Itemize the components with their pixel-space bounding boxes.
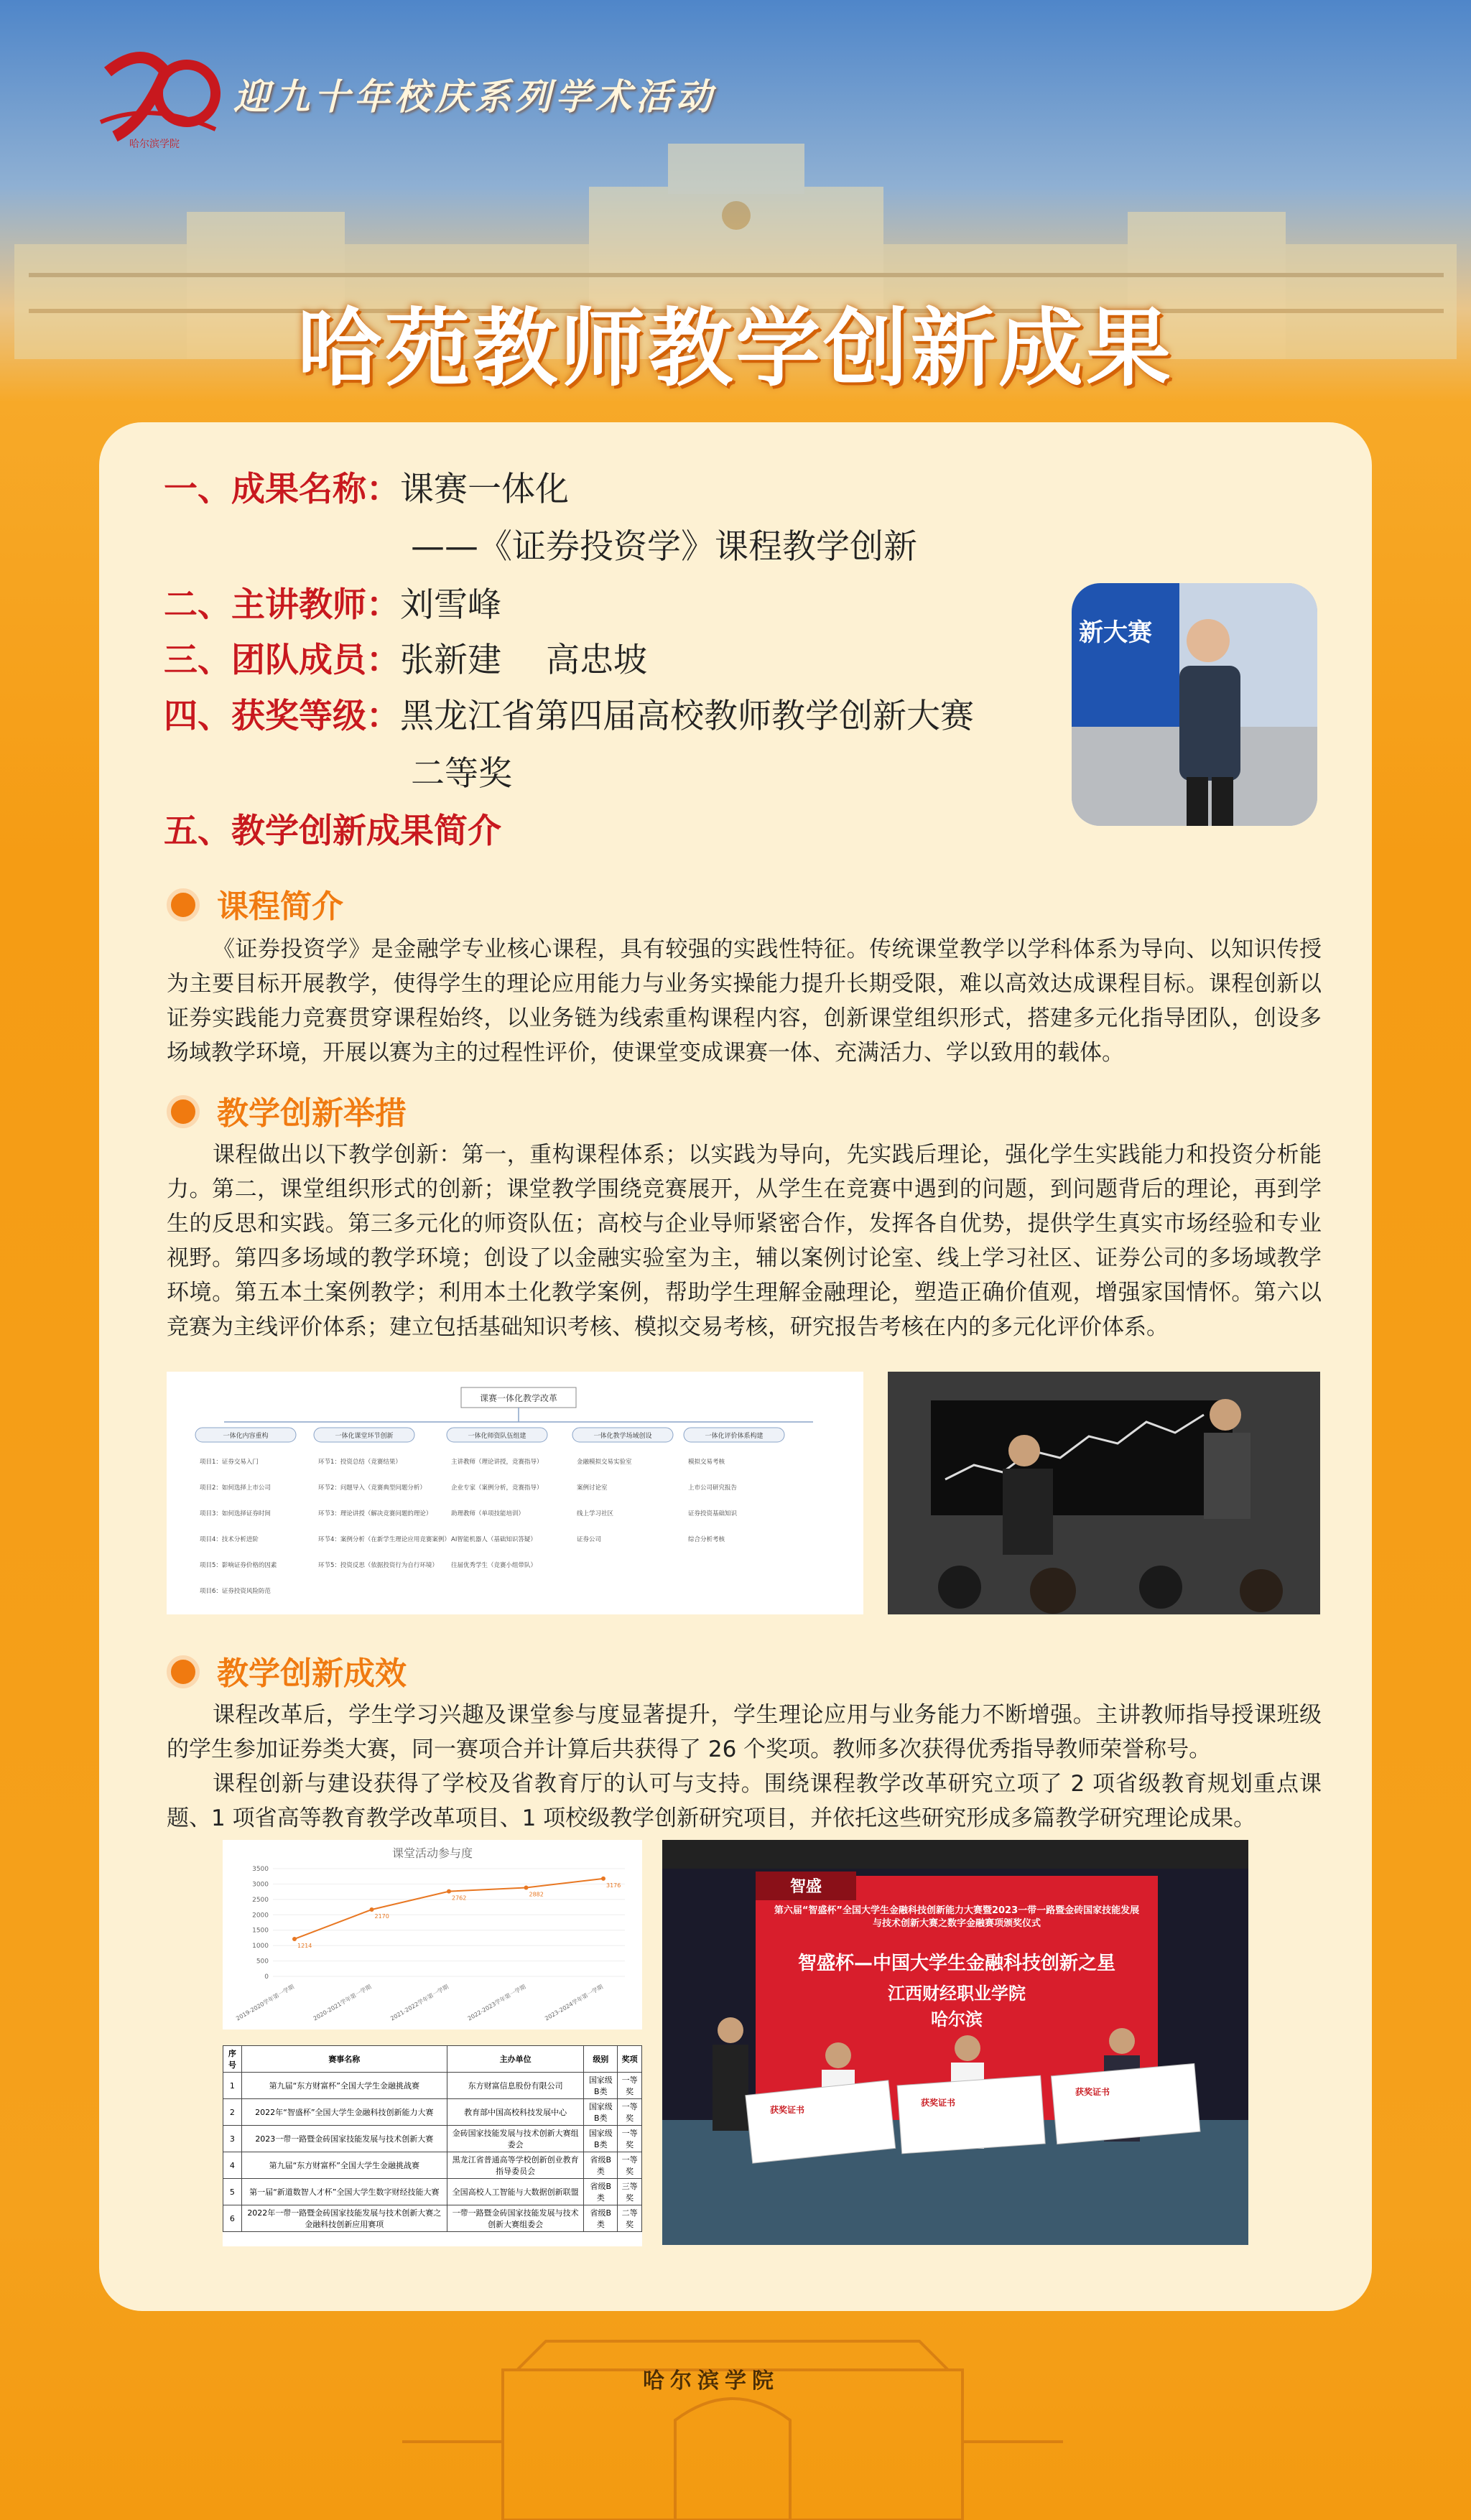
chart-point [601,1877,605,1881]
info-row-4 [164,633,647,688]
diagram-item: 金融模拟交易实验室 [577,1459,632,1466]
chart-xtick-label: 2020-2021学年第一学期 [312,1983,373,2022]
chart-ytick-label: 3500 [252,1866,269,1873]
info-key: 四、获奖等级： [164,697,400,736]
diagram-item: 综合分析考核 [688,1536,725,1543]
photo-banner-text: 新大赛 [1079,618,1152,647]
info-value: 张新建 高忠坡 [400,641,647,680]
chart-ytick-label: 1500 [252,1927,269,1935]
page-title: 哈苑教师教学创新成果 [297,299,1174,398]
anniversary-logo [86,43,223,151]
classroom-photo [888,1372,1320,1614]
info-key: 二、主讲教师： [164,585,400,625]
bullet-dot-icon [167,1655,200,1688]
chart-data-label: 1214 [297,1942,312,1949]
diagram-item: 项目4：技术分析进阶 [200,1536,259,1543]
table-cell: 教育部中国高校科技发展中心 [447,2099,584,2126]
table-cell: 东方财富信息股份有限公司 [447,2073,584,2099]
diagram-item: 案例讨论室 [577,1484,608,1492]
table-cell: 第九届“东方财富杯”全国大学生金融挑战赛 [241,2073,447,2099]
table-cell: 1 [223,2073,242,2099]
diagram-column-label: 一体化教学场域创设 [593,1433,652,1440]
diagram-item: 企业专家（案例分析，竞赛指导） [451,1484,543,1492]
ceremony-star: 智盛杯—中国大学生金融科技创新之星 [797,1953,1116,1974]
diagram-item: 证券投资基础知识 [688,1510,738,1517]
table-cell: 国家级B类 [584,2126,618,2152]
certificate-label: 获奖证书 [770,2105,805,2115]
table-row [223,2152,642,2179]
table-cell: 金砖国家技能发展与技术创新大赛组委会 [447,2126,584,2152]
section-measures-title: 教学创新举措 [167,1087,407,1133]
table-cell: 2 [223,2099,242,2126]
table-cell: 省级B类 [584,2152,618,2179]
table-cell: 3 [223,2126,242,2152]
section-results-title: 教学创新成效 [167,1647,407,1693]
diagram-item: 环节3：理论讲授（解决竞赛问题的理论） [318,1510,432,1517]
chart-data-label: 3176 [606,1882,621,1889]
table-header: 级别 [584,2046,618,2073]
table-cell: 黑龙江省普通高等学校创新创业教育指导委员会 [447,2152,584,2179]
table-cell: 三等奖 [618,2179,642,2205]
certificate-label: 获奖证书 [921,2098,956,2108]
table-cell: 2022年“智盛杯”全国大学生金融科技创新能力大赛 [241,2099,447,2126]
table-cell: 6 [223,2205,242,2232]
table-cell: 4 [223,2152,242,2179]
diagram-column-label: 一体化师资队伍组建 [468,1433,526,1440]
chart-xtick-label: 2023-2024学年第一学期 [544,1983,604,2022]
diagram-item: 上市公司研究报告 [688,1484,738,1492]
table-cell: 5 [223,2179,242,2205]
chart-xtick-label: 2021-2022学年第一学期 [389,1983,450,2022]
info-row-2 [411,520,917,575]
teacher-photo [1072,583,1317,826]
diagram-item: 证券公司 [577,1536,602,1543]
chart-ytick-label: 3000 [252,1881,269,1889]
info-value: ——《证券投资学》课程教学创新 [411,527,917,567]
chart-point [292,1937,297,1941]
table-cell: 一带一路暨金砖国家技能发展与技术创新大赛组委会 [447,2205,584,2232]
table-header: 序号 [223,2046,242,2073]
diagram-item: 项目6：证券投资风险防范 [200,1588,271,1595]
info-row-7 [164,804,501,859]
award-table [223,2045,642,2246]
chart-xtick-label: 2022-2023学年第一学期 [466,1983,527,2022]
table-cell: 二等奖 [618,2205,642,2232]
chart-point [447,1889,451,1894]
table-row [223,2073,642,2099]
info-row-1 [164,462,569,517]
info-key: 三、团队成员： [164,641,400,680]
measures-text: 课程做出以下教学创新：第一，重构课程体系；以实践为导向，先实践后理论，强化学生实践能力和投资分析能力。第二，课堂组织形式的创新；课堂教学围绕竞赛展开，从学生在竞赛中遇到的问题，到问题背后的理论，再到学生的反思和实践。第三多元化的师资队伍；高校与企业导师紧密合作，发挥各自优势，提供学生真实市场经验和专业视野。第四多场域的教学环境；创设了以金融实验室为主，辅以案例讨论室、线上学习社区、证券公司的多场域教学环境。第五本土案例教学；利用本土化教学案例，帮助学生理解金融理论，塑造正确价值观，增强家国情怀。第六以竞赛为主线评价体系；建立包括基础知识考核、模拟交易考核，研究报告考核在内的多元化评价体系。 [167,1142,1322,1340]
table-row [223,2099,642,2126]
chart-ytick-label: 1000 [252,1943,269,1951]
chart-ytick-label: 2500 [252,1896,269,1904]
info-value: 二等奖 [411,754,512,794]
info-value: 课赛一体化 [400,470,569,509]
diagram-item: 环节2：问题导入（竞赛典型问题分析） [318,1484,426,1492]
chart-data-label: 2762 [452,1894,467,1902]
table-cell: 第一届“新道数智人才杯”全国大学生数字财经技能大赛 [241,2179,447,2205]
info-key: 五、教学创新成果简介 [164,812,501,851]
chart-point [524,1885,529,1889]
diagram-item: 项目5：影响证券价格的因素 [200,1562,277,1569]
chart-point [370,1907,374,1912]
diagram-item: 往届优秀学生（竞赛小组带队） [451,1562,537,1569]
info-row-3 [164,578,501,633]
chart-ytick-label: 500 [256,1958,269,1966]
award-ceremony-photo [662,1840,1248,2245]
diagram-column-label: 一体化评价体系构建 [705,1433,764,1440]
footer-gate-illustration [402,2327,1063,2520]
table-row [223,2126,642,2152]
diagram-item: 主讲教师（理论讲授，竞赛指导） [451,1459,543,1466]
diagram-column-label: 一体化课堂环节创新 [335,1433,394,1440]
results-text-2: 课程创新与建设获得了学校及省教育厅的认可与支持。围绕课程教学改革研究立项了 2 项省级教育规划重点课题、1 项省高等教育教学改革项目、1 项校级教学创新研究项目，并依托这些研究形成多篇教学研究理论成果。 [167,1771,1322,1831]
diagram-item: 项目2：如何选择上市公司 [200,1484,271,1492]
header-subtitle: 迎九十年校庆系列学术活动 [233,76,716,118]
certificate-label: 获奖证书 [1075,2087,1110,2097]
chart-title: 课堂活动参与度 [391,1846,473,1860]
table-cell: 国家级B类 [584,2073,618,2099]
table-header: 奖项 [618,2046,642,2073]
diagram-item: 项目3：如何选择证券时间 [200,1510,271,1517]
diagram-item: 环节4：案例分析（在新学生理论应用竞赛案例） [318,1536,450,1543]
table-cell: 国家级B类 [584,2099,618,2126]
ceremony-school: 江西财经职业学院 [888,1984,1026,2004]
table-row [223,2205,642,2232]
table-cell: 一等奖 [618,2126,642,2152]
ceremony-logo-text: 智盛 [789,1878,822,1896]
logo-text: 哈尔滨学院 [129,139,180,150]
chart-data-label: 2882 [529,1891,544,1898]
ceremony-banner: 第六届“智盛杯”全国大学生金融科技创新能力大赛暨2023一带一路暨金砖国家技能发展与技术创新大赛之数字金融赛项颁奖仪式 [774,1905,1140,1929]
diagram-root-label: 课赛一体化教学改革 [479,1393,558,1403]
diagram-item: 线上学习社区 [577,1510,614,1517]
section-intro-title: 课程简介 [167,880,343,926]
chart-xtick-label: 2019-2020学年第一学期 [235,1983,295,2022]
info-key: 一、成果名称： [164,470,400,509]
chart-ytick-label: 2000 [252,1912,269,1920]
table-header: 赛事名称 [241,2046,447,2073]
intro-text: 《证券投资学》是金融学专业核心课程，具有较强的实践性特征。传统课堂教学以学科体系为导向、以知识传授为主要目标开展教学，使得学生的理论应用能力与业务实操能力提升长期受限，难以高效达成课程目标。课程创新以证券实践能力竞赛贯穿课程始终，以业务链为线索重构课程内容，创新课堂组织形式，搭建多元化指导团队，创设多场域教学环境，开展以赛为主的过程性评价，使课堂变成课赛一体、充满活力、学以致用的载体。 [167,936,1322,1066]
chart-ytick-label: 0 [264,1973,269,1981]
diagram-item: AI智能机器人（基础知识答疑） [451,1536,537,1543]
table-cell: 第九届“东方财富杯”全国大学生金融挑战赛 [241,2152,447,2179]
info-row-6 [411,747,512,801]
footer-school-name: 哈尔滨学院 [643,2368,779,2394]
table-row [223,2179,642,2205]
bullet-dot-icon [167,1095,200,1128]
table-cell: 省级B类 [584,2205,618,2232]
chart-data-label: 2170 [374,1913,389,1920]
diagram-item: 环节5：投资反思（依据投资行为自行环境） [318,1562,438,1569]
ceremony-school-2: 哈尔滨 [931,2009,983,2030]
diagram-column-label: 一体化内容重构 [223,1433,269,1440]
reform-diagram [167,1372,863,1614]
results-text-1: 课程改革后，学生学习兴趣及课堂参与度显著提升，学生理论应用与业务能力不断增强。主讲教师指导授课班级的学生参加证券类大赛，同一赛项合并计算后共获得了 26 个奖项。教师多次获得优秀指导教师荣誉称号。 [167,1702,1322,1762]
table-cell: 全国高校人工智能与大数据创新联盟 [447,2179,584,2205]
table-cell: 2023一带一路暨金砖国家技能发展与技术创新大赛 [241,2126,447,2152]
bullet-dot-icon [167,888,200,921]
info-value: 刘雪峰 [400,585,501,625]
table-cell: 一等奖 [618,2099,642,2126]
diagram-item: 模拟交易考核 [688,1459,725,1466]
info-row-5 [164,689,974,744]
info-value: 黑龙江省第四届高校教师教学创新大赛 [400,697,974,736]
table-cell: 省级B类 [584,2179,618,2205]
diagram-item: 项目1：证券交易入门 [200,1459,259,1466]
diagram-item: 环节1：投资总结（竞赛结果） [318,1459,402,1466]
table-cell: 一等奖 [618,2073,642,2099]
diagram-item: 助理教师（单项技能培训） [451,1510,525,1517]
participation-chart [223,1840,642,2030]
table-cell: 一等奖 [618,2152,642,2179]
table-header: 主办单位 [447,2046,584,2073]
table-cell: 2022年一带一路暨金砖国家技能发展与技术创新大赛之金融科技创新应用赛项 [241,2205,447,2232]
